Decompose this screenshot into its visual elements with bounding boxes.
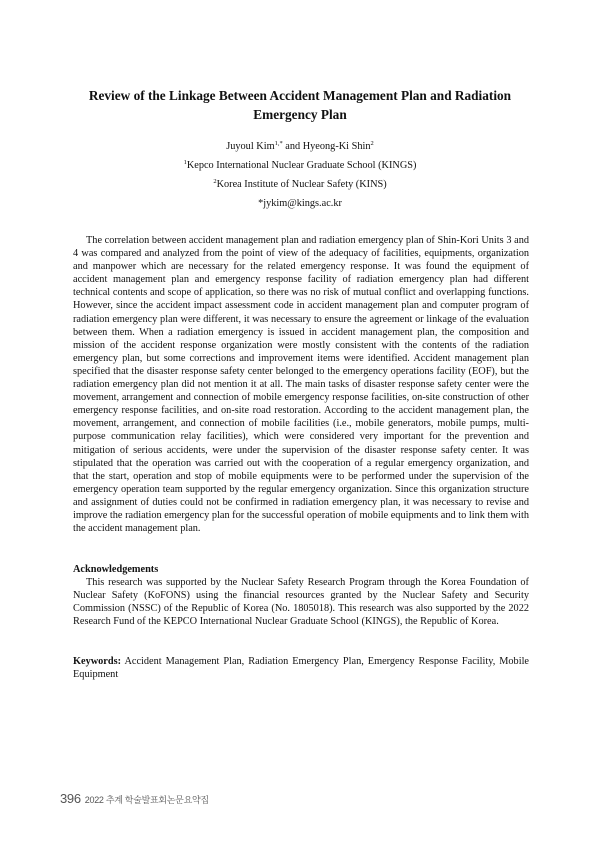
title-line-2: Emergency Plan [253,107,347,122]
paper-title [60,86,540,124]
author-line [60,140,540,159]
author-block [60,140,540,216]
affiliation-2-text: Korea Institute of Nuclear Safety (KINS) [216,179,387,190]
acknowledgements-paragraph: This research was supported by the Nuclear Safety Research Program through the Korea Foundation of Nuclear Safety (KoFONS) using the financial resources granted by the Nuclear Safety and Security Commission (NSSC) of the Republic of Korea (No. 1805018). This research was also supported by the 2022 Research Fund of the KEPCO International Nuclear Graduate School (KINGS), the Republic of Korea. [73,577,529,628]
journal-title: 2022 추계 학술발표회논문요약집 [84,795,209,805]
author-2: and Hyeong-Ki Shin [282,141,371,152]
acknowledgements-heading: Acknowledgements [73,564,159,575]
keywords-text: Accident Management Plan, Radiation Emergency Plan, Emergency Response Facility, Mobile Equipment [73,656,529,681]
page-number: 396 [60,791,81,806]
author-2-superscript: 2 [370,140,374,147]
title-line-1: Review of the Linkage Between Accident Management Plan and Radiation [88,88,512,103]
author-1: Juyoul Kim [226,141,275,152]
affiliation-2 [60,178,540,197]
keywords-label: Keywords: [73,656,122,667]
affiliation-1-text: Kepco International Nuclear Graduate School (KINGS) [186,160,417,171]
author-1-superscript: 1,* [274,140,283,147]
affiliation-1-superscript: 1 [183,159,187,166]
corresponding-email: *jykim@kings.ac.kr [258,198,342,209]
affiliation-2-superscript: 2 [213,178,217,185]
page-footer [60,790,209,808]
abstract-paragraph: The correlation between accident management plan and radiation emergency plan of Shin-Kori Units 3 and 4 was compared and analyzed from the point of view of the adequacy of facilities, equipments, organization and manpower which are necessary for the related emergency response. It was found the equipment of accident management plan and emergency response facility of radiation emergency plan had different technical contents and scope of application, so there was no risk of mutual conflict and overlapping functions. However, since the accident impact assessment code in accident management plan and computer program of radiation emergency plan were different, it was necessary to ensure the agreement or linkage of the evaluation between them. When a radiation emergency is issued in accident management plan, the composition and mission of the accident response organization were mostly consistent with the contents of the radiation emergency plan, but some corrections and improvement items were identified. Accident management plan specified that the disaster response safety center belonged to the emergency operations facility (EOF), but the radiation emergency plan did not mention it at all. The main tasks of disaster response safety center were the movement, arrangement and connection of mobile emergency response facilities, on-site construction of other emergency response facilities, and on-site road restoration. According to the accident management plan, the movement, arrangement, and connection of mobile facilities (i.e., mobile generators, mobile pumps, multi-purpose communication relay facilities), which were considered very important for the prevention and mitigation of serious accidents, were under the supervision of the disaster response safety center. It was stipulated that the operation was carried out with the cooperation of a regular emergency organization, and that the start, operation and stop of mobile equipments were to be performed under the supervision of the emergency operation team supported by the regular emergency organization. Since this organization structure and assignment of duties could not be confirmed in radiation emergency plan, it was necessary to revise and improve the radiation emergency plan for the successful operation of mobile equipments and to link them with the accident management plan. [73,235,529,535]
affiliation-1 [60,159,540,178]
keywords-paragraph [73,655,529,681]
